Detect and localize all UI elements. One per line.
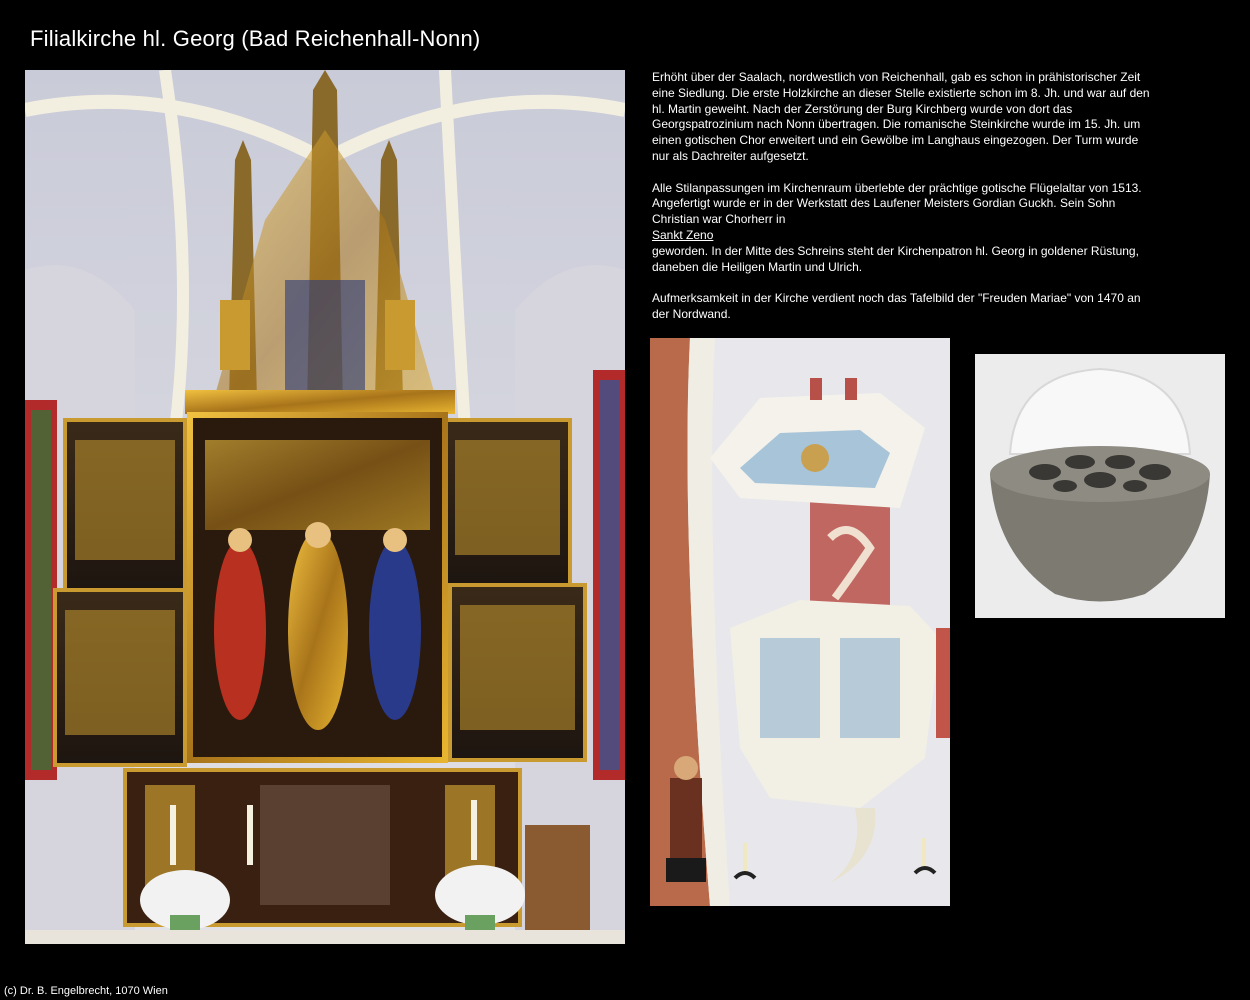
pulpit-image [650,338,950,906]
stone-basin-photo[interactable] [975,354,1225,618]
page-title: Filialkirche hl. Georg (Bad Reichenhall-Nonn) [30,26,481,51]
paragraph-altar-after: geworden. In der Mitte des Schreins steht der Kirchenpatron hl. Georg in goldener Rüstung, daneben die Heiligen Martin und Ulrich. [652,243,1139,274]
paragraph-altar [652,181,1152,276]
description-text [652,70,1152,339]
sankt-zeno-link[interactable]: Sankt Zeno [652,227,714,242]
stone-basin-image [975,354,1225,618]
pulpit-photo[interactable] [650,338,950,906]
paragraph-tafelbild: Aufmerksamkeit in der Kirche verdient noch das Tafelbild der "Freuden Mariae" von 1470 an der Nordwand. [652,291,1141,321]
copyright-footer: (c) Dr. B. Engelbrecht, 1070 Wien [4,985,168,997]
paragraph-altar-before: Alle Stilanpassungen im Kirchenraum überlebte der prächtige gotische Flügelaltar von 1513. Angefertigt wurde er in der Werkstatt des Laufener Meisters Gordian Guckh. Sein Sohn Christian war Chorherr in [652,180,1142,227]
paragraph-history: Erhöht über der Saalach, nordwestlich von Reichenhall, gab es schon in prähistorischer Zeit eine Siedlung. Die erste Holzkirche an dieser Stelle existierte schon im 8. Jh. und war auf den hl. Martin geweiht. Nach der Zerstörung der Burg Kirchberg wurde von dort das Georgspatrozinium nach Nonn übertragen. Die romanische Steinkirche wurde im 15. Jh. um einen gotischen Chor erweitert und ein Gewölbe im Langhaus eingezogen. Der Turm wurde nur als Dachreiter aufgesetzt. [652,70,1150,163]
altar-photo[interactable] [25,70,625,944]
altar-image [25,70,625,944]
